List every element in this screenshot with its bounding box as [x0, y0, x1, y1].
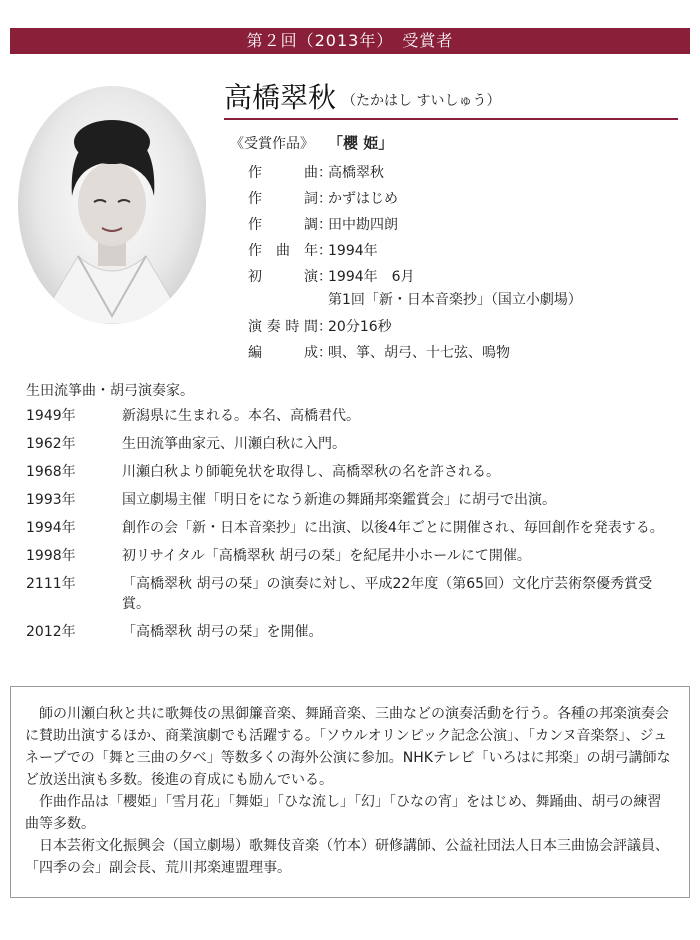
detail-value: かずはじめ — [328, 191, 398, 207]
biography-box — [10, 686, 690, 898]
detail-label-char: 時 — [285, 319, 300, 335]
detail-value-line2: 第1回「新・日本音楽抄」（国立小劇場） — [328, 292, 582, 308]
detail-value: 20分16秒 — [328, 319, 392, 335]
history-year: 1998年 — [26, 548, 76, 564]
detail-row — [248, 238, 582, 264]
history-row — [26, 574, 676, 614]
detail-label-char: 曲 — [276, 243, 290, 259]
detail-label-char: 初 — [248, 269, 262, 285]
bio-paragraph: 師の川瀬白秋と共に歌舞伎の黒御簾音楽、舞踊音楽、三曲などの演奏活動を行う。各種の邦楽演奏会に賛助出演するほか、商業演劇でも活躍する。「ソウルオリンピック記念公演」、「カンヌ音楽祭」、ジュネーブでの「舞と三曲の夕べ」等数多くの海外公演に参加。NHKテレビ「いろはに邦楽」の胡弓講師など放送出演も多数。後進の育成にも励んでいる。 — [25, 706, 671, 788]
bio-paragraph: 日本芸術文化振興会（国立劇場）歌舞伎音楽（竹本）研修講師、公益社団法人日本三曲協会評議員、「四季の会」副会長、荒川邦楽連盟理事。 — [25, 838, 669, 876]
intro-text: 生田流箏曲・胡弓演奏家。 — [26, 383, 194, 399]
detail-row — [248, 160, 582, 186]
detail-row — [248, 314, 582, 340]
person-reading: （たかはし すいしゅう） — [342, 93, 501, 109]
portrait-icon — [18, 86, 206, 324]
detail-label-char: 間 — [303, 319, 318, 335]
detail-separator: ： — [318, 319, 332, 335]
history-text: 「高橋翠秋 胡弓の栞」の演奏に対し、平成22年度（第65回）文化庁芸術祭優秀賞受賞。 — [122, 576, 653, 612]
history-text: 「高橋翠秋 胡弓の栞」を開催。 — [122, 624, 323, 640]
detail-separator: ： — [318, 269, 332, 285]
name-row — [224, 80, 678, 120]
history-year: 1962年 — [26, 436, 76, 452]
history-row — [26, 406, 676, 426]
detail-label-char: 作 — [248, 191, 262, 207]
history-year: 1994年 — [26, 520, 76, 536]
award-label: 《受賞作品》 — [230, 136, 314, 152]
detail-value: 1994年 — [328, 243, 378, 259]
history-text: 国立劇場主催「明日をになう新進の舞踊邦楽鑑賞会」に胡弓で出演。 — [122, 492, 556, 508]
history-text: 創作の会「新・日本音楽抄」に出演、以後4年ごとに開催され、毎回創作を発表する。 — [122, 520, 664, 536]
award-title: 「櫻 姫」 — [328, 134, 394, 152]
detail-label-char: 作 — [248, 217, 262, 233]
detail-label-char: 奏 — [266, 319, 281, 335]
history-text: 初リサイタル「高橋翠秋 胡弓の栞」を紀尾井小ホールにて開催。 — [122, 548, 531, 564]
detail-value: 唄、箏、胡弓、十七弦、鳴物 — [328, 345, 510, 361]
detail-label — [248, 340, 318, 366]
person-name: 高橋翠秋 — [224, 81, 337, 114]
history-year: 1949年 — [26, 408, 76, 424]
history-year: 1968年 — [26, 464, 76, 480]
detail-value: 1994年 6月 — [328, 269, 415, 285]
detail-row — [248, 264, 582, 290]
detail-separator: ： — [318, 345, 332, 361]
detail-label-char: 作 — [248, 165, 262, 181]
history-year: 2111年 — [26, 576, 76, 592]
detail-row — [248, 186, 582, 212]
detail-label-char: 調 — [304, 217, 318, 233]
detail-label — [248, 160, 318, 186]
history-row — [26, 546, 676, 566]
detail-label-char: 演 — [304, 269, 318, 285]
detail-value: 高橋翠秋 — [328, 165, 384, 181]
detail-separator: ： — [318, 243, 332, 259]
portrait-photo — [18, 86, 206, 324]
history-text: 生田流箏曲家元、川瀬白秋に入門。 — [122, 436, 346, 452]
detail-label-char: 編 — [248, 345, 262, 361]
history-year: 1993年 — [26, 492, 76, 508]
detail-label-char: 演 — [248, 319, 262, 335]
history-text: 新潟県に生まれる。本名、高橋君代。 — [122, 408, 360, 424]
detail-value: 田中勘四朗 — [328, 217, 398, 233]
work-details — [248, 160, 582, 366]
detail-label — [248, 186, 318, 212]
history-row — [26, 518, 676, 538]
detail-label-char: 成 — [304, 345, 318, 361]
history-row — [26, 434, 676, 454]
bio-paragraph: 作曲作品は「櫻姫」「雪月花」「舞姫」「ひな流し」「幻」「ひなの宵」をはじめ、舞踊曲、胡弓の練習曲等多数。 — [25, 794, 662, 832]
name-header — [224, 80, 678, 120]
page-banner: 第２回（2013年） 受賞者 — [10, 28, 690, 54]
detail-separator: ： — [318, 191, 332, 207]
history-text: 川瀬白秋より師範免状を取得し、高橋翠秋の名を許される。 — [122, 464, 500, 480]
detail-label-char: 年 — [304, 243, 318, 259]
history-year: 2012年 — [26, 624, 76, 640]
history-row — [26, 462, 676, 482]
detail-row — [248, 212, 582, 238]
detail-label — [248, 238, 318, 264]
award-work — [230, 132, 393, 153]
detail-label-char: 作 — [248, 243, 262, 259]
history-row — [26, 622, 676, 642]
detail-label — [248, 314, 318, 340]
detail-label — [248, 264, 318, 290]
history-row — [26, 490, 676, 510]
detail-label — [248, 212, 318, 238]
detail-row — [248, 340, 582, 366]
detail-label-char: 曲 — [304, 165, 318, 181]
detail-separator: ： — [318, 217, 332, 233]
history-list — [26, 406, 676, 650]
detail-separator: ： — [318, 165, 332, 181]
detail-label-char: 詞 — [304, 191, 318, 207]
